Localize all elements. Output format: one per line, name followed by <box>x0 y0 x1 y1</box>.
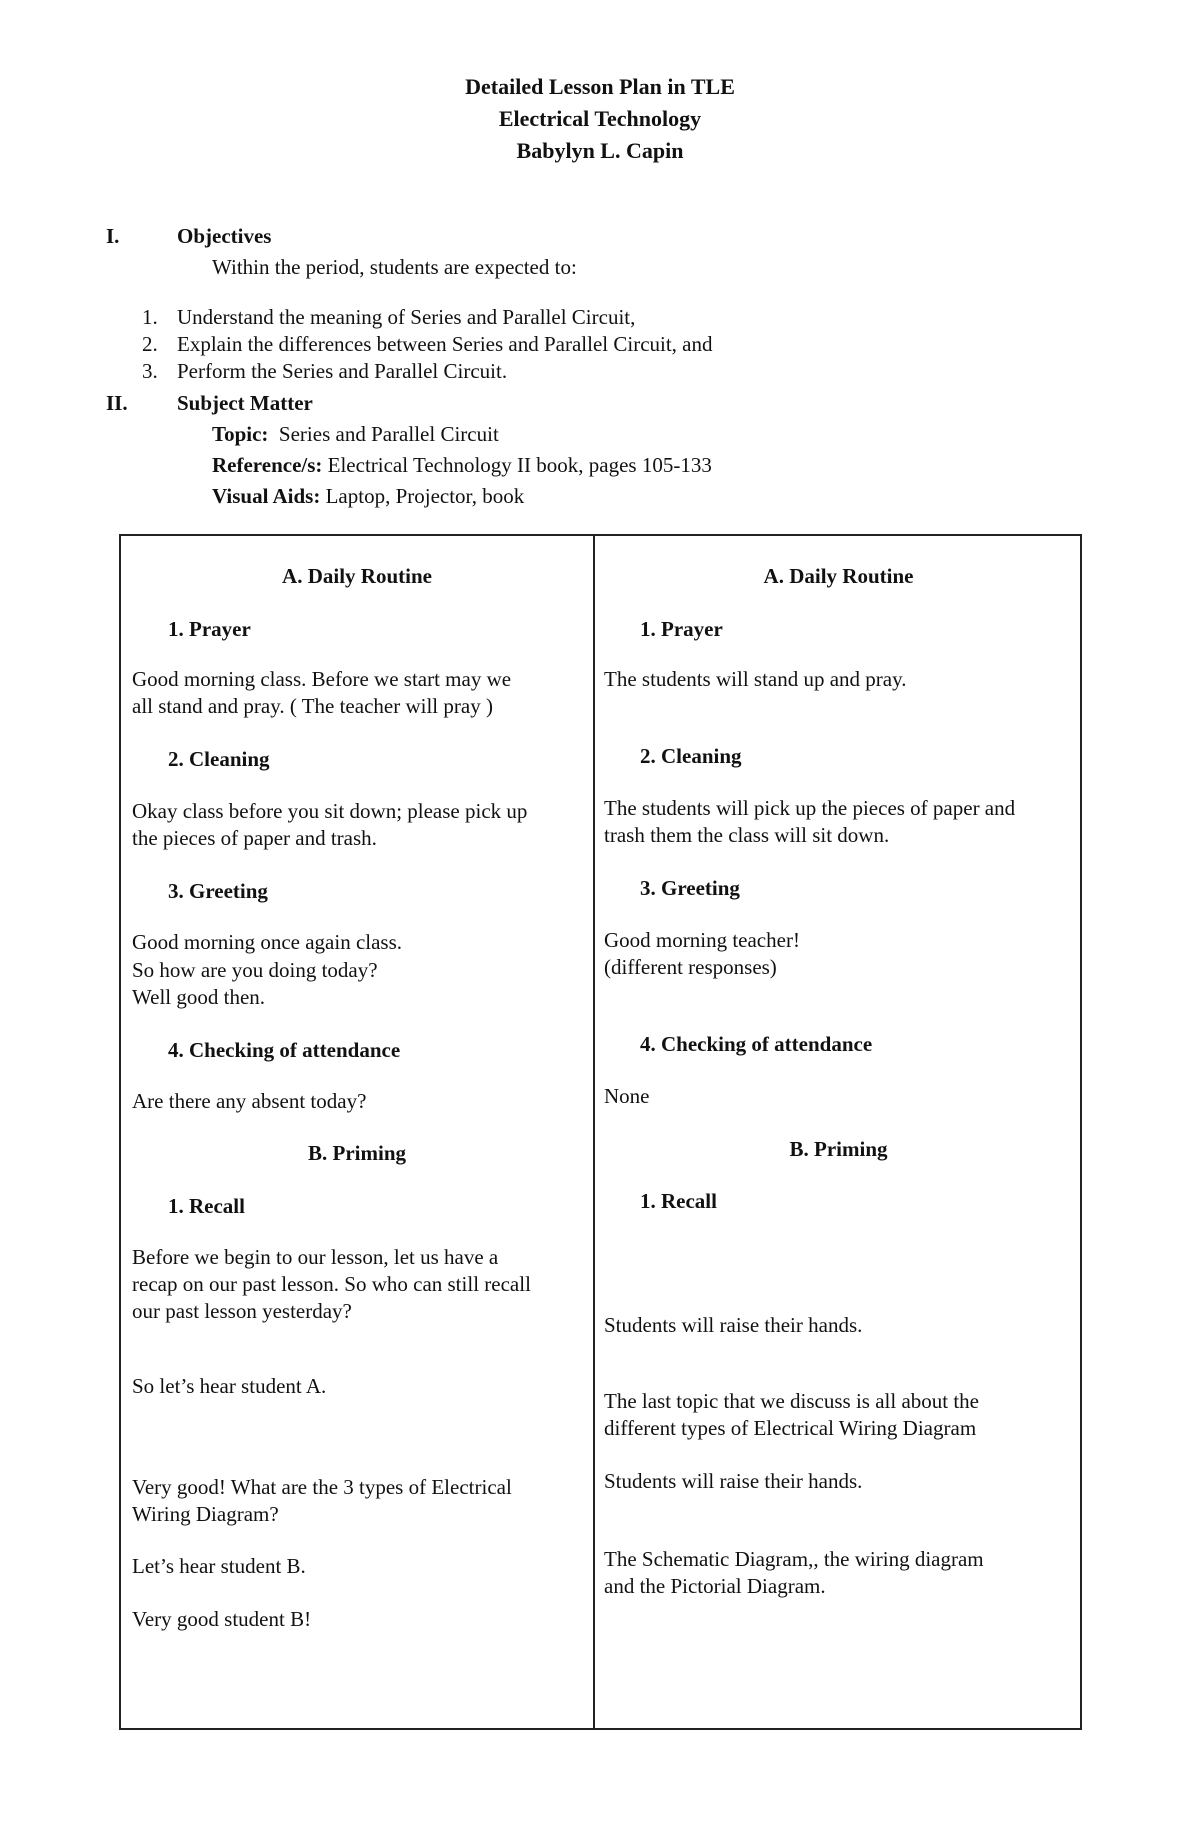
right-prayer-text: The students will stand up and pray. <box>604 667 907 691</box>
column-divider <box>593 536 595 1728</box>
right-cleaning-text: trash them the class will sit down. <box>604 823 890 847</box>
document-subtitle: Electrical Technology <box>498 106 702 131</box>
topic-value: Series and Parallel Circuit <box>278 422 499 446</box>
left-recall-heading: 1. Recall <box>168 1194 245 1218</box>
subject-matter-heading: Subject Matter <box>177 391 313 415</box>
left-recall-text: recap on our past lesson. So who can still recall <box>132 1272 531 1296</box>
left-priming-heading: B. Priming <box>308 1141 406 1165</box>
lesson-table <box>119 534 1082 1730</box>
topic-label: Topic: <box>212 422 269 446</box>
right-attendance-heading: 4. Checking of attendance <box>640 1032 873 1056</box>
right-raise-hands: Students will raise their hands. <box>604 1313 863 1337</box>
right-attendance-text: None <box>604 1084 650 1108</box>
left-student-b: Let’s hear student B. <box>132 1554 306 1578</box>
right-last-topic: different types of Electrical Wiring Diagram <box>604 1416 977 1440</box>
topic-line <box>212 421 499 448</box>
left-very-good-b: Very good student B! <box>132 1607 312 1631</box>
left-types-question: Very good! What are the 3 types of Electrical <box>132 1475 512 1499</box>
left-prayer-text: all stand and pray. ( The teacher will pray ) <box>132 694 493 718</box>
right-greeting-text: Good morning teacher! <box>604 928 800 952</box>
left-attendance-text: Are there any absent today? <box>132 1089 367 1113</box>
right-greeting-heading: 3. Greeting <box>640 876 740 900</box>
objective-number: 3. <box>142 359 158 383</box>
objectives-intro: Within the period, students are expected to: <box>212 255 577 279</box>
right-raise-hands: Students will raise their hands. <box>604 1469 863 1493</box>
right-recall-heading: 1. Recall <box>640 1189 717 1213</box>
right-diagrams-answer: and the Pictorial Diagram. <box>604 1574 826 1598</box>
objective-number: 1. <box>142 305 158 329</box>
left-attendance-heading: 4. Checking of attendance <box>168 1038 401 1062</box>
left-greeting-text: Good morning once again class. <box>132 930 403 954</box>
left-greeting-text: So how are you doing today? <box>132 958 378 982</box>
visual-aids-label: Visual Aids: <box>212 484 321 508</box>
left-recall-text: our past lesson yesterday? <box>132 1299 352 1323</box>
visual-aids-value: Laptop, Projector, book <box>325 484 525 508</box>
right-greeting-text: (different responses) <box>604 955 777 979</box>
left-cleaning-text: Okay class before you sit down; please pick up <box>132 799 528 823</box>
left-student-a: So let’s hear student A. <box>132 1374 327 1398</box>
objective-item: Explain the differences between Series and Parallel Circuit, and <box>177 332 713 356</box>
right-cleaning-heading: 2. Cleaning <box>640 744 742 768</box>
reference-value: Electrical Technology II book, pages 105-133 <box>327 453 712 477</box>
visual-aids-line <box>212 483 524 510</box>
document-author: Babylyn L. Capin <box>516 138 684 163</box>
objective-item: Understand the meaning of Series and Parallel Circuit, <box>177 305 636 329</box>
objective-item: Perform the Series and Parallel Circuit. <box>177 359 508 383</box>
right-diagrams-answer: The Schematic Diagram,, the wiring diagram <box>604 1547 984 1571</box>
left-types-question: Wiring Diagram? <box>132 1502 279 1526</box>
right-daily-routine-heading: A. Daily Routine <box>763 564 914 588</box>
right-cleaning-text: The students will pick up the pieces of paper and <box>604 796 1016 820</box>
left-recall-text: Before we begin to our lesson, let us have a <box>132 1245 499 1269</box>
left-prayer-text: Good morning class. Before we start may we <box>132 667 512 691</box>
section-numeral-1: I. <box>106 224 120 248</box>
left-greeting-text: Well good then. <box>132 985 266 1009</box>
objective-number: 2. <box>142 332 158 356</box>
left-greeting-heading: 3. Greeting <box>168 879 268 903</box>
left-cleaning-heading: 2. Cleaning <box>168 747 270 771</box>
document-title: Detailed Lesson Plan in TLE <box>465 74 735 99</box>
section-numeral-2: II. <box>106 391 128 415</box>
reference-line <box>212 452 712 479</box>
left-daily-routine-heading: A. Daily Routine <box>282 564 432 588</box>
reference-label: Reference/s: <box>212 453 323 477</box>
right-priming-heading: B. Priming <box>789 1137 888 1161</box>
objectives-heading: Objectives <box>177 224 272 248</box>
right-prayer-heading: 1. Prayer <box>640 617 723 641</box>
left-cleaning-text: the pieces of paper and trash. <box>132 826 377 850</box>
right-last-topic: The last topic that we discuss is all about the <box>604 1389 980 1413</box>
left-prayer-heading: 1. Prayer <box>168 617 251 641</box>
